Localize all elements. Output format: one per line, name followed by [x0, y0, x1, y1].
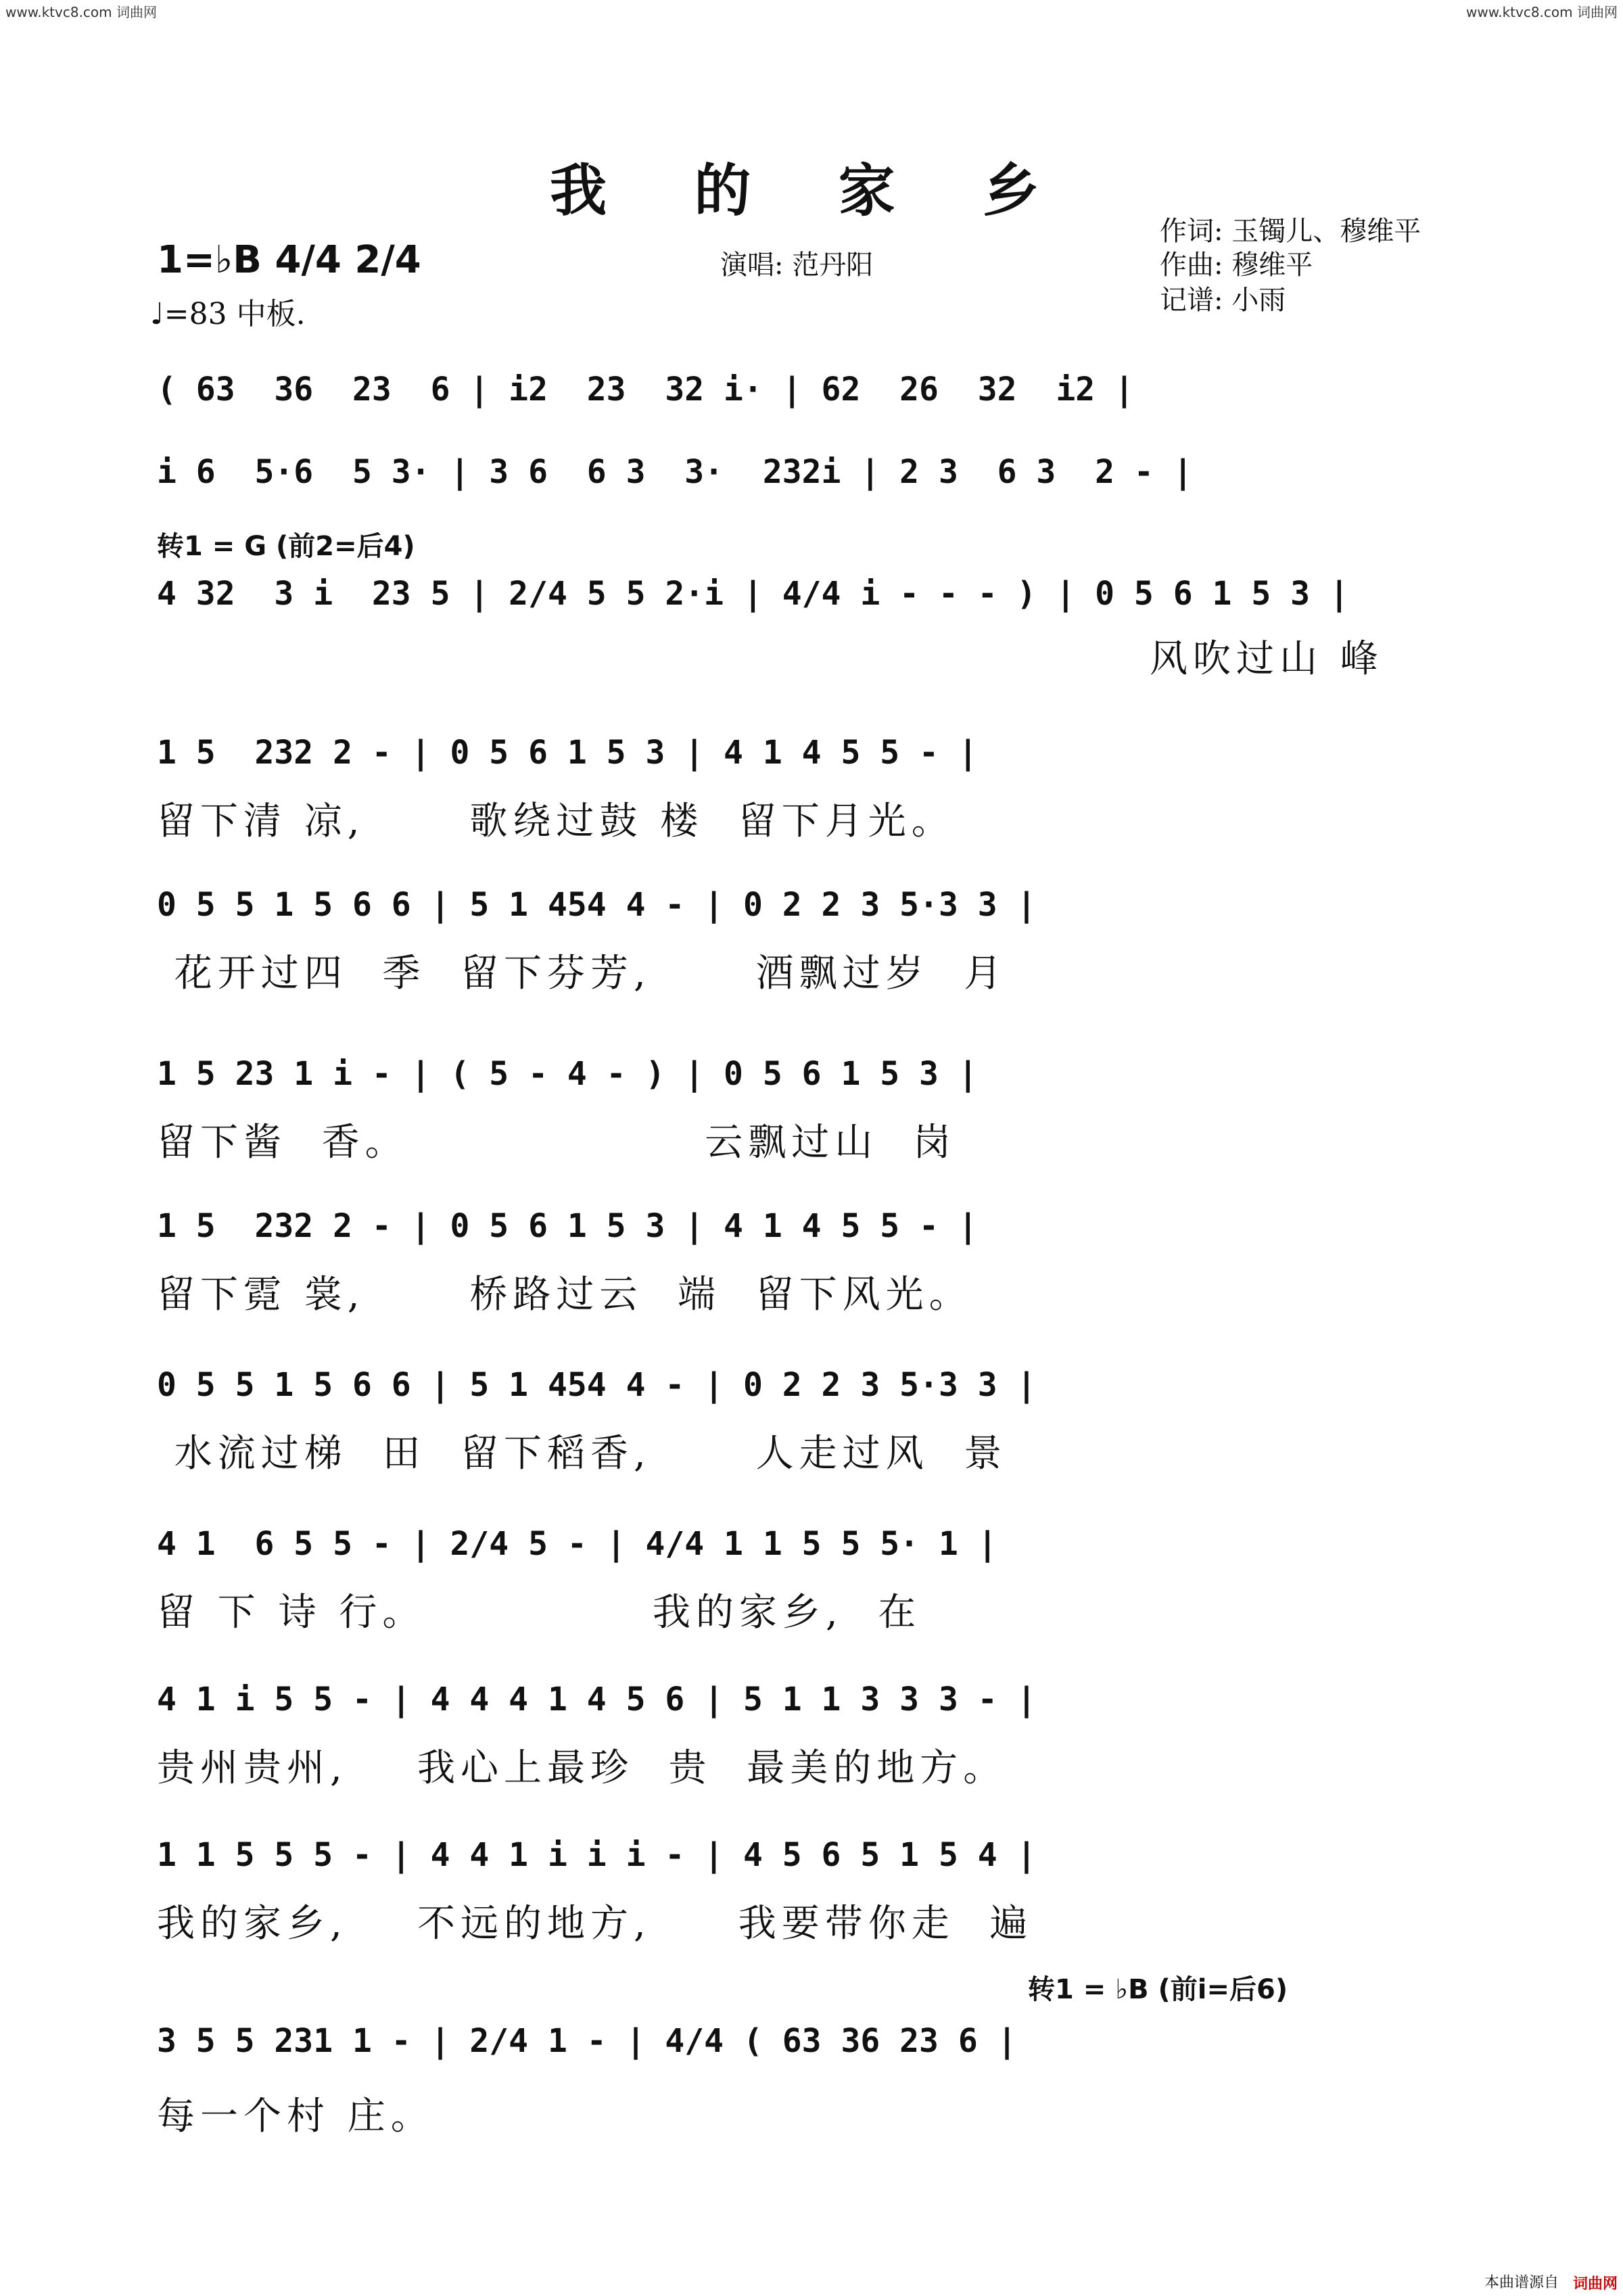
modulation-marking: 转1 = G (前2=后4): [157, 531, 415, 562]
lyric-line: 留 下 诗 行。 我的家乡, 在: [157, 1591, 922, 1635]
tempo-marking: ♩=83 中板.: [150, 297, 306, 331]
transcriber-credit: 记谱: 小雨: [1160, 285, 1286, 316]
notation-line: 1 5 232 2 - | 0 5 6 1 5 3 | 4 1 4 5 5 - |: [157, 734, 978, 772]
site-watermark-right: www.ktvc8.com 词曲网: [1465, 4, 1618, 20]
lyric-line: 留下清 凉, 歌绕过鼓 楼 留下月光。: [157, 799, 955, 843]
notation-line: 3 5 5 231 1 - | 2/4 1 - | 4/4 ( 63 36 23 6 |: [157, 2022, 1017, 2060]
lyric-line: 风吹过山 峰: [1150, 637, 1384, 681]
notation-line: 0 5 5 1 5 6 6 | 5 1 454 4 - | 0 2 2 3 5·3 3 |: [157, 1366, 1037, 1404]
site-watermark-left: www.ktvc8.com 词曲网: [5, 4, 158, 20]
notation-line: 1 5 232 2 - | 0 5 6 1 5 3 | 4 1 4 5 5 - |: [157, 1207, 978, 1245]
lyric-line: 我的家乡, 不远的地方, 我要带你走 遍: [157, 1902, 1033, 1946]
notation-line: 4 32 3 i 23 5 | 2/4 5 5 2·i | 4/4 i - - - ) | 0 5 6 1 5 3 |: [157, 575, 1349, 613]
notation-line: i 6 5·6 5 3· | 3 6 6 3 3· 232i | 2 3 6 3 2 - |: [157, 453, 1193, 491]
notation-line: ( 63 36 23 6 | i2 23 32 i· | 62 26 32 i2 |: [157, 371, 1134, 408]
notation-line: 4 1 6 5 5 - | 2/4 5 - | 4/4 1 1 5 5 5· 1 |: [157, 1525, 997, 1563]
footer-logo: 词曲网: [1572, 2276, 1618, 2293]
footer-source-text: 本曲谱源自: [1484, 2274, 1559, 2291]
lyric-line: 每一个村 庄。: [157, 2094, 434, 2138]
lyric-line: 花开过四 季 留下芬芳, 酒飘过岁 月: [157, 952, 1008, 995]
song-title: 我 的 家 乡: [550, 157, 1073, 224]
singer-credit: 演唱: 范丹阳: [720, 250, 874, 281]
notation-line: 1 1 5 5 5 - | 4 4 1 i i i - | 4 5 6 5 1 5 4 |: [157, 1836, 1037, 1874]
notation-line: 1 5 23 1 i - | ( 5 - 4 - ) | 0 5 6 1 5 3 |: [157, 1055, 978, 1093]
key-signature: 1=♭B 4/4 2/4: [157, 238, 421, 282]
lyric-line: 贵州贵州, 我心上最珍 贵 最美的地方。: [157, 1746, 1007, 1790]
notation-line: 4 1 i 5 5 - | 4 4 4 1 4 5 6 | 5 1 1 3 3 3 - |: [157, 1681, 1037, 1718]
modulation-marking: 转1 = ♭B (前i=后6): [1028, 1974, 1288, 2005]
lyric-line: 留下酱 香。 云飘过山 岗: [157, 1121, 956, 1165]
lyricist-credit: 作词: 玉镯儿、穆维平: [1160, 216, 1421, 247]
composer-credit: 作曲: 穆维平: [1160, 250, 1313, 281]
notation-line: 0 5 5 1 5 6 6 | 5 1 454 4 - | 0 2 2 3 5·3 3 |: [157, 886, 1037, 924]
lyric-line: 水流过梯 田 留下稻香, 人走过风 景: [157, 1432, 1008, 1476]
lyric-line: 留下霓 裳, 桥路过云 端 留下风光。: [157, 1273, 972, 1317]
